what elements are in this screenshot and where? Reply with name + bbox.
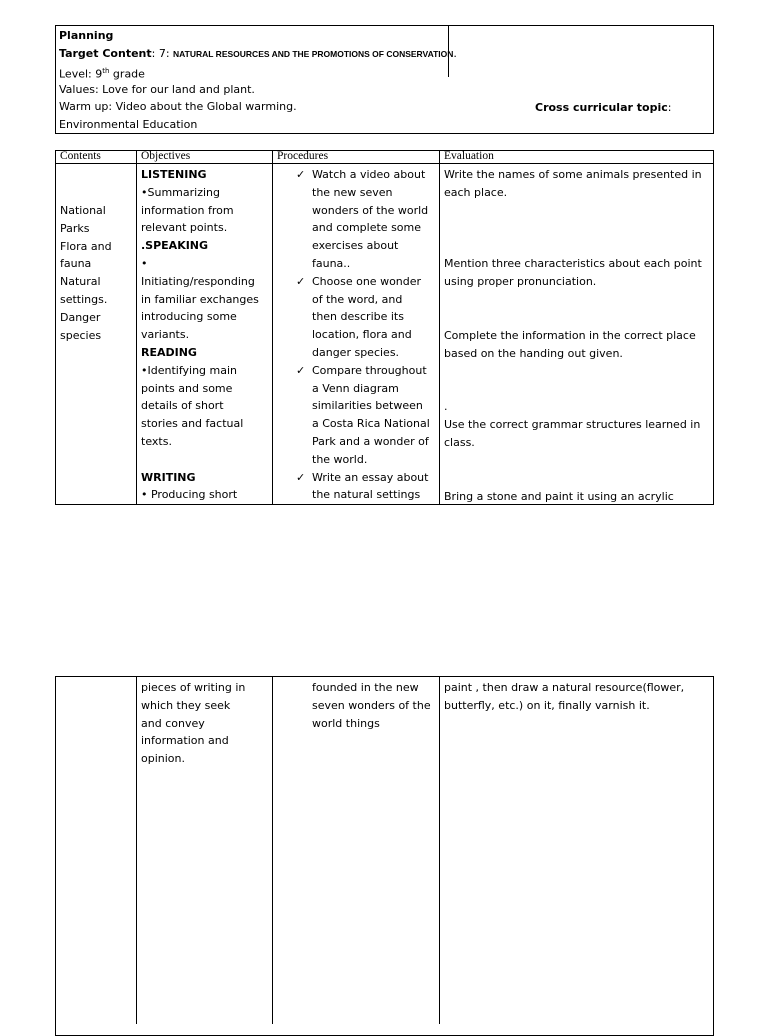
skill-speaking: .SPEAKING <box>141 239 209 253</box>
evaluation-5: Use the correct grammar structures learned in class. <box>444 418 701 449</box>
procedures-cell: ✓ Watch a video about the new seven wonders of the world and complete some exercises about fauna.. ✓ Choose one wonder of the word, and then describe its location, flora and danger species. ✓ Compare throughout a Venn diagram similarities between a Costa Rica National Park and a wonder of the world. ✓ Write an essay about the natural settings <box>296 168 430 502</box>
checkmark-icon: ✓ <box>296 168 306 181</box>
procedure-item: ✓ Write an essay about <box>296 469 430 487</box>
table-col-rule-3 <box>439 150 440 505</box>
contents-cell: National Parks Flora and fauna Natural settings. Danger species <box>60 204 112 342</box>
evaluation-3: Complete the information in the correct place based on the handing out given. <box>444 329 696 360</box>
skill-listening: LISTENING <box>141 168 207 181</box>
table-header-rule <box>55 163 714 164</box>
checkmark-icon: ✓ <box>296 470 306 484</box>
skill-reading: READING <box>141 345 197 359</box>
planning-title: Planning <box>59 29 114 42</box>
objectives-continued: pieces of writing in which they seek and convey information and opinion. <box>141 681 246 766</box>
evaluation-1: Write the names of some animals presented in each place. <box>444 168 702 199</box>
evaluation-6: Bring a stone and paint it using an acrylic <box>444 490 674 503</box>
evaluation-continued: paint , then draw a natural resource(flower, butterfly, etc.) on it, finally varnish it. <box>444 681 685 712</box>
environmental-education: Environmental Education <box>59 118 198 131</box>
table2-col-rule-3 <box>439 676 440 1024</box>
table2-col-rule-1 <box>136 676 137 1024</box>
procedure-item: ✓ Watch a video about <box>296 166 430 184</box>
level-line: Level: 9th grade <box>59 67 145 81</box>
objectives-cell: LISTENING •Summarizing information from relevant points. .SPEAKING • Initiating/responding in familiar exchanges introducing some variants. READING •Identifying main points and some details of short stories and factual texts. WRITING • Producing short <box>141 168 259 502</box>
header-evaluation: Evaluation <box>444 150 494 162</box>
procedure-item: ✓ Choose one wonder <box>296 273 430 291</box>
table2-col-rule-2 <box>272 676 273 1024</box>
evaluation-4: . <box>444 400 448 413</box>
procedures-continued: founded in the new seven wonders of the world things <box>312 681 431 730</box>
warmup-line: Warm up: Video about the Global warming. <box>59 100 297 113</box>
evaluation-2: Mention three characteristics about each point using proper pronunciation. <box>444 257 702 288</box>
table-col-rule-1 <box>136 150 137 505</box>
target-content: Target Content: 7: NATURAL RESOURCES AND THE PROMOTIONS OF CONSERVATION. <box>59 47 457 60</box>
checkmark-icon: ✓ <box>296 274 306 288</box>
table-col-rule-2 <box>272 150 273 505</box>
procedure-item: ✓ Compare throughout <box>296 362 430 380</box>
header-objectives: Objectives <box>141 150 191 162</box>
header-contents: Contents <box>60 150 101 162</box>
cross-curricular-topic: Cross curricular topic: <box>535 101 672 114</box>
values-line: Values: Love for our land and plant. <box>59 83 255 96</box>
skill-writing: WRITING <box>141 470 196 484</box>
checkmark-icon: ✓ <box>296 363 306 377</box>
header-procedures: Procedures <box>277 150 329 162</box>
